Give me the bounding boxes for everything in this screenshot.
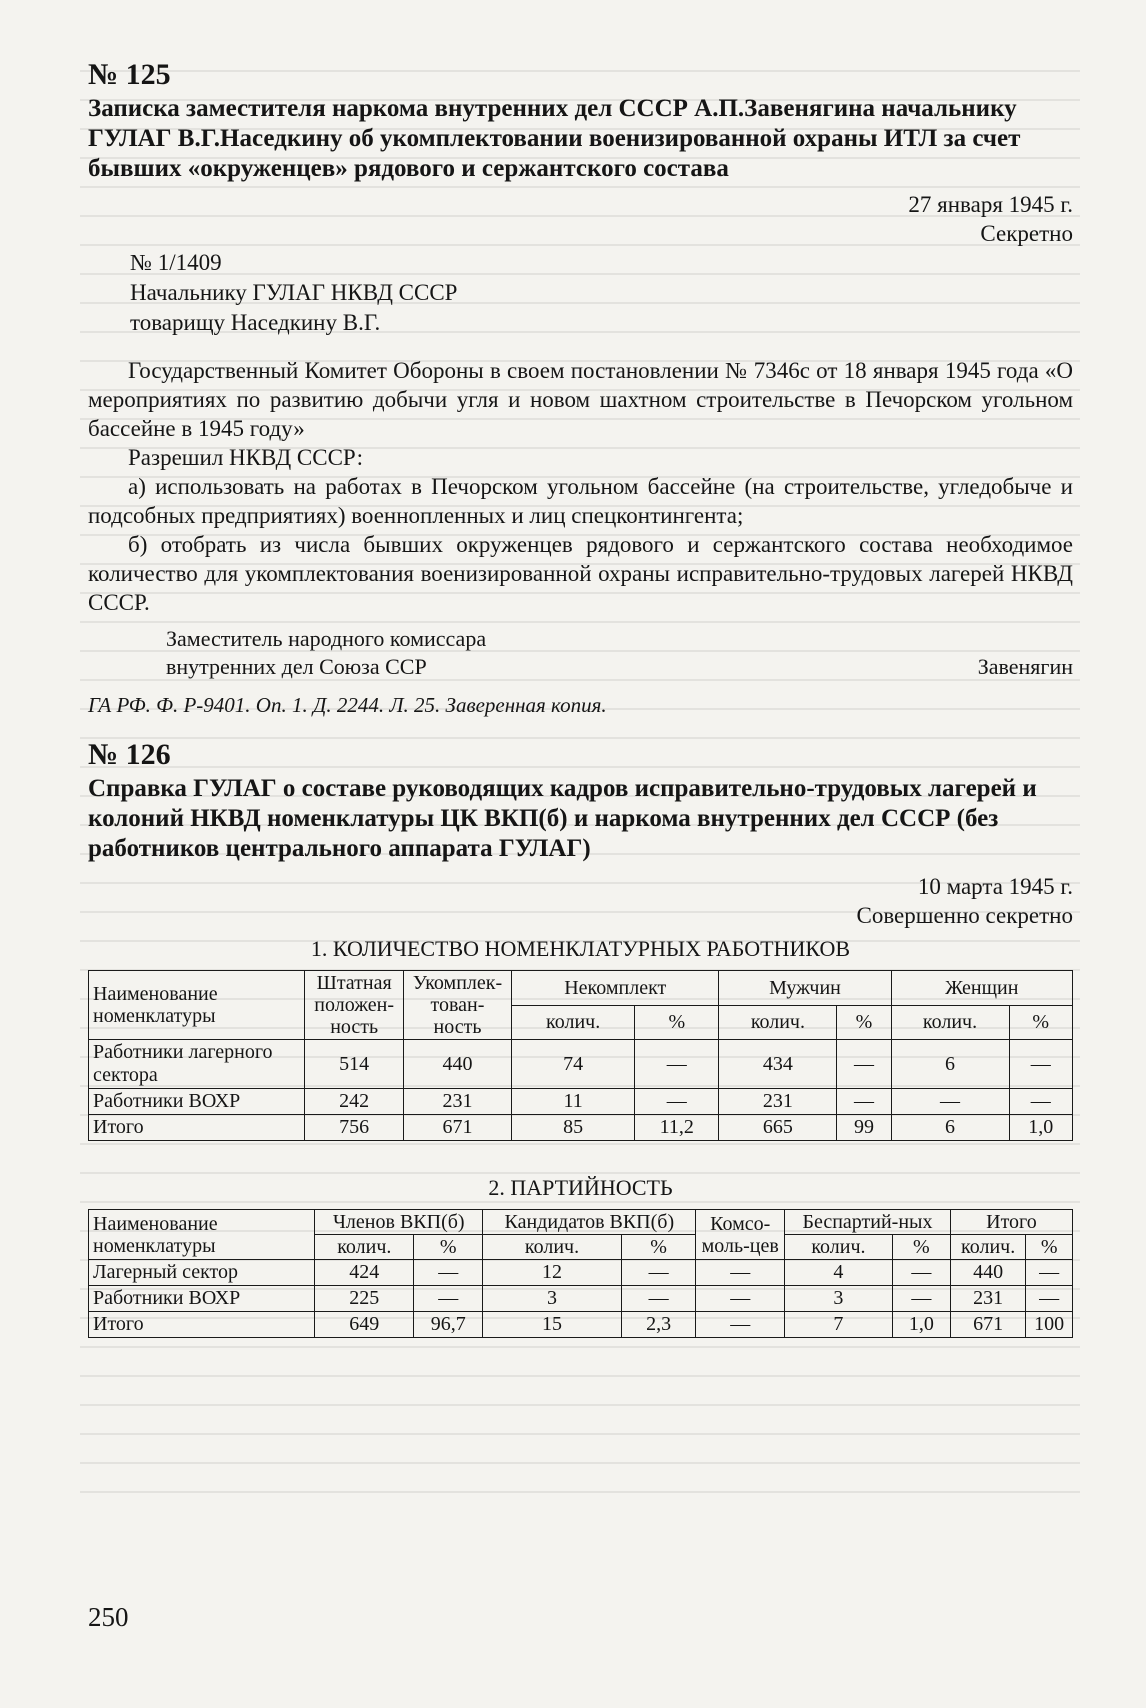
document-126 [88, 738, 1073, 1338]
t2-cell: 3 [483, 1286, 622, 1312]
doc125-paragraph-4: б) отобрать из числа бывших окруженцев рядового и сержантского состава необходимое количество для укомплектования военизированной охраны исправительно-трудовых лагерей НКВД СССР. [88, 532, 1073, 615]
t1-header-count: колич. [512, 1005, 635, 1040]
t2-header-pct: % [414, 1235, 483, 1260]
t2-cell: 7 [784, 1312, 892, 1338]
table-staff-count [88, 970, 1073, 1141]
t2-cell: 96,7 [414, 1312, 483, 1338]
t2-cell: 440 [950, 1260, 1025, 1286]
t2-row [89, 1260, 1073, 1286]
t1-cell: — [635, 1089, 719, 1115]
t1-header-women: Женщин [891, 971, 1072, 1006]
doc125-signer-line2: внутренних дел Союза ССР [166, 654, 427, 679]
t2-header-name: Наименование номенклатуры [89, 1210, 315, 1260]
doc125-title: Записка заместителя наркома внутренних дел СССР А.П.Завенягина начальнику ГУЛАГ В.Г.Наседкину об укомплектовании военизированной охраны ИТЛ за счет бывших «окруженцев» рядового и сержантского состава [88, 95, 1021, 182]
t1-cell: 99 [837, 1115, 891, 1141]
t2-header-count: колич. [784, 1235, 892, 1260]
t2-cell: — [696, 1312, 785, 1338]
t1-cell: 440 [403, 1040, 511, 1089]
doc125-source: ГА РФ. Ф. Р-9401. Оп. 1. Д. 2244. Л. 25. Заверенная копия. [88, 693, 607, 717]
t1-row-label: Работники лагерного сектора [89, 1040, 305, 1089]
doc126-classification: Совершенно секретно [856, 903, 1073, 928]
t1-cell: 1,0 [1009, 1115, 1073, 1141]
t2-cell: 12 [483, 1260, 622, 1286]
t1-cell: — [837, 1089, 891, 1115]
t1-cell: — [1009, 1040, 1073, 1089]
t2-cell: 671 [950, 1312, 1025, 1338]
t1-header-count: колич. [891, 1005, 1009, 1040]
t2-cell: — [892, 1260, 950, 1286]
t1-cell: 11,2 [635, 1115, 719, 1141]
t1-row [89, 1115, 1073, 1141]
doc125-paragraph-1: Государственный Комитет Обороны в своем постановлении № 7346с от 18 января 1945 года «О мероприятиях по развитию добычи угля и новом шахтном строительстве в Печорском угольном бассейне в 1945 году» [88, 358, 1073, 441]
page-number: 250 [88, 1602, 129, 1632]
t2-cell: 2,3 [621, 1312, 696, 1338]
doc126-date: 10 марта 1945 г. [917, 874, 1073, 899]
t2-row [89, 1286, 1073, 1312]
t1-row-label: Итого [89, 1115, 305, 1141]
t2-cell: — [696, 1260, 785, 1286]
t1-cell: 514 [305, 1040, 403, 1089]
t1-cell: 74 [512, 1040, 635, 1089]
t2-header-count: колич. [483, 1235, 622, 1260]
doc125-date: 27 января 1945 г. [908, 192, 1073, 217]
t2-cell: — [621, 1286, 696, 1312]
t1-cell: 434 [719, 1040, 837, 1089]
doc125-ref-number: № 1/1409 [130, 250, 222, 275]
doc125-paragraph-3: а) использовать на работах в Печорском угольном бассейне (на строительстве, угледобыче и подсобных предприятиях) военнопленных и лиц спецконтингента; [88, 474, 1073, 528]
t2-cell: 649 [315, 1312, 414, 1338]
t1-header-pct: % [1009, 1005, 1073, 1040]
t2-row-label: Лагерный сектор [89, 1260, 315, 1286]
t2-cell: — [414, 1260, 483, 1286]
doc126-title: Справка ГУЛАГ о составе руководящих кадров исправительно-трудовых лагерей и колоний НКВД номенклатуры ЦК ВКП(б) и наркома внутренних дел СССР (без работников центрального аппарата ГУЛАГ) [88, 775, 1037, 862]
t1-cell: 11 [512, 1089, 635, 1115]
t2-cell: 15 [483, 1312, 622, 1338]
table2-heading: 2. ПАРТИЙНОСТЬ [488, 1175, 673, 1200]
t2-cell: 225 [315, 1286, 414, 1312]
t1-header-pct: % [635, 1005, 719, 1040]
page-content [88, 58, 1073, 1338]
t2-header-candidates: Кандидатов ВКП(б) [483, 1210, 696, 1235]
document-125 [88, 58, 1073, 718]
t2-cell: — [414, 1286, 483, 1312]
t1-row [89, 1089, 1073, 1115]
t2-header-pct: % [621, 1235, 696, 1260]
doc125-paragraph-2: Разрешил НКВД СССР: [128, 445, 363, 470]
t1-header-pct: % [837, 1005, 891, 1040]
t2-cell: 424 [315, 1260, 414, 1286]
t1-header-count: колич. [719, 1005, 837, 1040]
t1-header-shortage: Некомплект [512, 971, 719, 1006]
t2-cell: — [1026, 1286, 1073, 1312]
t1-row [89, 1040, 1073, 1089]
t2-header-count: колич. [315, 1235, 414, 1260]
doc125-signature-block [88, 625, 1073, 681]
t2-cell: 1,0 [892, 1312, 950, 1338]
t2-header-total: Итого [950, 1210, 1072, 1235]
doc126-number: № 126 [88, 738, 171, 771]
t1-cell: 231 [719, 1089, 837, 1115]
doc125-signer-name: Завенягин [977, 654, 1073, 679]
t1-cell: 6 [891, 1040, 1009, 1089]
doc125-addressee-line1: Начальнику ГУЛАГ НКВД СССР [130, 280, 458, 305]
t2-cell: — [621, 1260, 696, 1286]
doc125-classification: Секретно [980, 221, 1073, 246]
t1-cell: — [837, 1040, 891, 1089]
t1-cell: — [635, 1040, 719, 1089]
t2-row [89, 1312, 1073, 1338]
t2-cell: 100 [1026, 1312, 1073, 1338]
t1-cell: 756 [305, 1115, 403, 1141]
t1-cell: 665 [719, 1115, 837, 1141]
t2-row-label: Работники ВОХР [89, 1286, 315, 1312]
t2-header-count: колич. [950, 1235, 1025, 1260]
t2-cell: — [892, 1286, 950, 1312]
t2-header-nonparty: Беспартий-ных [784, 1210, 950, 1235]
t2-cell: — [696, 1286, 785, 1312]
t1-header-men: Мужчин [719, 971, 891, 1006]
t1-cell: — [1009, 1089, 1073, 1115]
doc125-number: № 125 [88, 58, 171, 91]
t1-cell: 242 [305, 1089, 403, 1115]
t1-cell: 231 [403, 1089, 511, 1115]
t2-cell: 231 [950, 1286, 1025, 1312]
t1-header-name: Наименование номенклатуры [89, 971, 305, 1040]
t2-header-pct: % [892, 1235, 950, 1260]
table1-heading: 1. КОЛИЧЕСТВО НОМЕНКЛАТУРНЫХ РАБОТНИКОВ [310, 936, 851, 961]
t2-cell: 3 [784, 1286, 892, 1312]
t1-cell: — [891, 1089, 1009, 1115]
t2-body [89, 1260, 1073, 1338]
t2-header-members: Членов ВКП(б) [315, 1210, 483, 1235]
doc125-signer-line1: Заместитель народного комиссара [166, 626, 487, 651]
doc125-addressee-line2: товарищу Наседкину В.Г. [130, 310, 381, 335]
t2-cell: 4 [784, 1260, 892, 1286]
t2-cell: — [1026, 1260, 1073, 1286]
t1-row-label: Работники ВОХР [89, 1089, 305, 1115]
t2-header-pct: % [1026, 1235, 1073, 1260]
t1-cell: 671 [403, 1115, 511, 1141]
t1-cell: 6 [891, 1115, 1009, 1141]
t1-header-filled: Укомплек-тован-ность [403, 971, 511, 1040]
t2-row-label: Итого [89, 1312, 315, 1338]
table-party-membership [88, 1209, 1073, 1338]
t1-cell: 85 [512, 1115, 635, 1141]
t2-header-komsomol: Комсо-моль-цев [696, 1210, 785, 1260]
t1-header-staff: Штатная положен-ность [305, 971, 403, 1040]
t1-body [89, 1040, 1073, 1141]
